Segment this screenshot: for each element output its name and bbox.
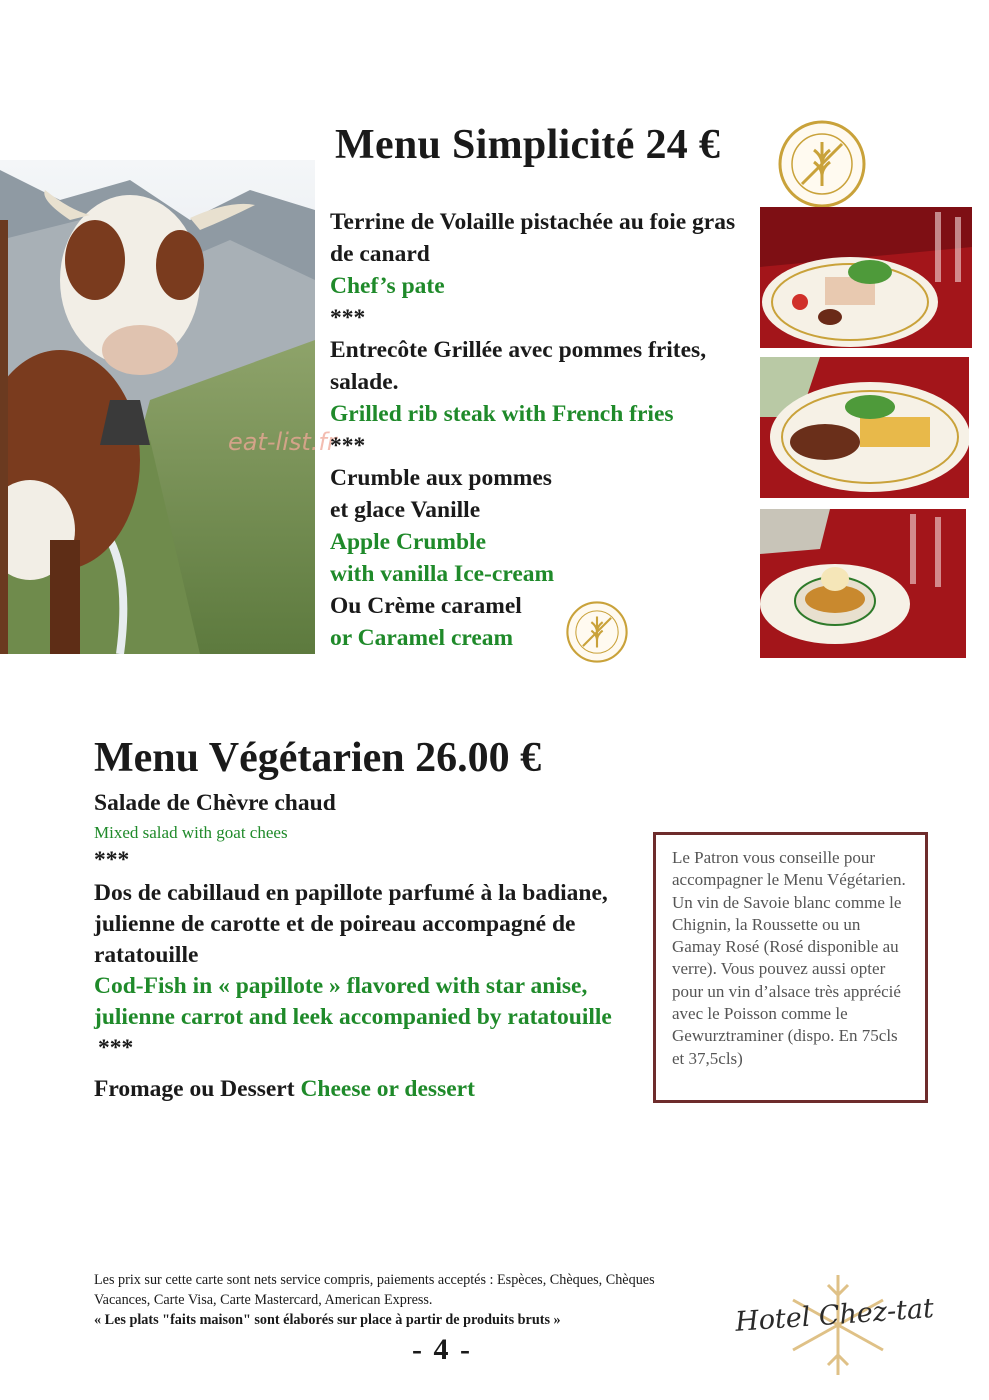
course-2-en: Grilled rib steak with French fries [330,401,674,427]
starter-fr: Salade de Chèvre chaud [94,790,336,816]
main-course-fr: Dos de cabillaud en papillote parfumé à la badiane, julienne de carotte et de poireau accompagné de ratatouille [94,880,608,968]
course-3-en-line1: Apple Crumble [330,529,487,555]
course-3-fr-line1: Crumble aux pommes [330,465,552,491]
course-separator: *** [94,847,130,873]
menu-vegetarien-title: Menu Végétarien 26.00 € [94,735,542,781]
menu-vegetarien-courses [94,788,654,1105]
watermark-text: eat-list.fr [228,428,337,456]
terrine-photo [760,207,972,348]
menu-simplicite-title: Menu Simplicité 24 € [335,122,721,168]
homemade-notice: « Les plats "faits maison" sont élaborés sur place à partir de produits bruts » [94,1312,561,1328]
hotel-logo-text: Hotel Chez-tat [734,1293,935,1338]
cow-photo [0,160,315,654]
course-4-en: or Caramel cream [330,625,514,651]
course-separator: *** [98,1035,134,1061]
course-1-en: Chef’s pate [330,273,445,299]
wine-advice-box: Le Patron vous conseille pour accompagner le Menu Végétarien. Un vin de Savoie blanc comme le Chignin, la Roussette ou un Gamay Rosé (Rosé disponible au verre). Vous pouvez aussi opter pour un vin d’alsace très apprécié avec le Poisson comme le Gewurztraminer (dispo. En 75cls et 37,5cls) [653,832,928,1103]
last-course [94,1074,654,1105]
steak-frites-photo [760,357,969,498]
last-course-en: Cheese or dessert [300,1076,475,1102]
payment-info: Les prix sur cette carte sont nets service compris, paiements acceptés : Espèces, Chèques, Chèques Vacances, Carte Visa, Carte Mastercard, American Express. [94,1272,655,1308]
menu-simplicite-courses [330,206,750,654]
course-separator: *** [330,305,366,331]
course-separator: *** [330,433,366,459]
course-2-fr: Entrecôte Grillée avec pommes frites, salade. [330,337,707,395]
page-number: - 4 - [412,1333,472,1366]
last-course-fr: Fromage ou Dessert [94,1076,295,1102]
course-4-fr: Ou Crème caramel [330,593,522,619]
footer-notes [94,1270,714,1330]
course-3-en-line2: with vanilla Ice-cream [330,561,555,587]
gluten-free-badge-icon [778,120,866,208]
course-1-fr: Terrine de Volaille pistachée au foie gras de canard [330,209,736,267]
gluten-free-badge-small-icon [566,601,628,663]
apple-crumble-photo [760,509,966,658]
main-course-en: Cod-Fish in « papillote » flavored with star anise, julienne carrot and leek accompanied by ratatouille [94,973,612,1030]
starter-en: Mixed salad with goat chees [94,823,288,842]
course-3-fr-line2: et glace Vanille [330,497,481,523]
